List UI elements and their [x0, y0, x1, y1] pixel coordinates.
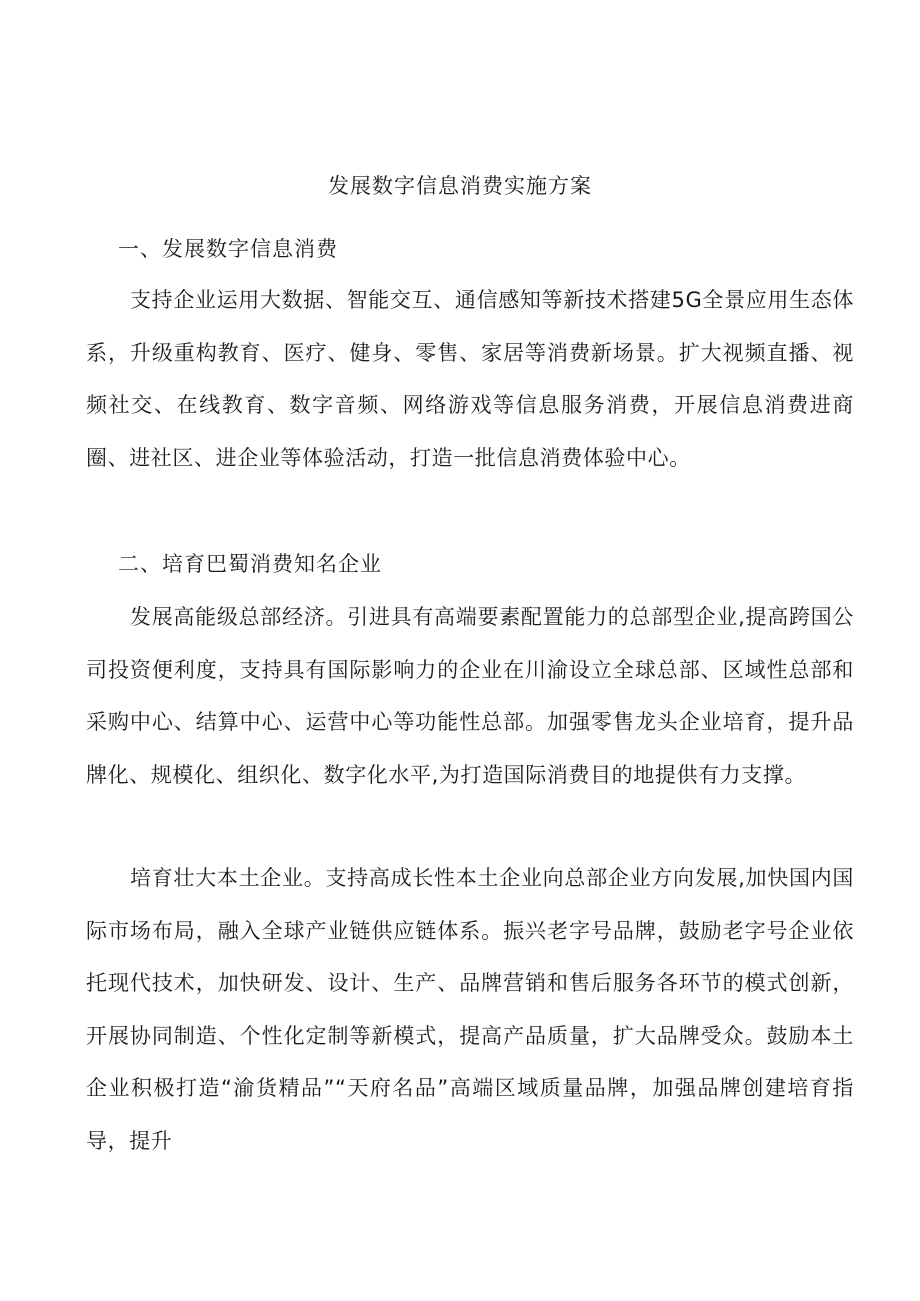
section-1-paragraph-1: 支持企业运用大数据、智能交互、通信感知等新技术搭建5G全景应用生态体系，升级重构教育、医疗、健身、零售、家居等消费新场景。扩大视频直播、视频社交、在线教育、数字音频、网络游戏等信息服务消费，开展信息消费进商圈、进社区、进企业等体验活动，打造一批信息消费体验中心。	[86, 288, 854, 470]
document-title: 发展数字信息消费实施方案	[328, 174, 592, 198]
section-heading-2: 二、培育巴蜀消费知名企业	[118, 552, 382, 576]
section-2-paragraph-1: 发展高能级总部经济。引进具有高端要素配置能力的总部型企业,提高跨国公司投资便利度，支持具有国际影响力的企业在川渝设立全球总部、区域性总部和采购中心、结算中心、运营中心等功能性总部。加强零售龙头企业培育，提升品牌化、规模化、组织化、数字化水平,为打造国际消费目的地提供有力支撑。	[86, 605, 854, 787]
section-2-paragraph-2: 培育壮大本土企业。支持高成长性本土企业向总部企业方向发展,加快国内国际市场布局，融入全球产业链供应链体系。振兴老字号品牌，鼓励老字号企业依托现代技术，加快研发、设计、生产、品牌营销和售后服务各环节的模式创新，开展协同制造、个性化定制等新模式，提高产品质量，扩大品牌受众。鼓励本土企业积极打造“渝货精品”“天府名品”高端区域质量品牌，加强品牌创建培育指导，提升	[86, 866, 854, 1153]
section-heading-1: 一、发展数字信息消费	[118, 237, 338, 261]
